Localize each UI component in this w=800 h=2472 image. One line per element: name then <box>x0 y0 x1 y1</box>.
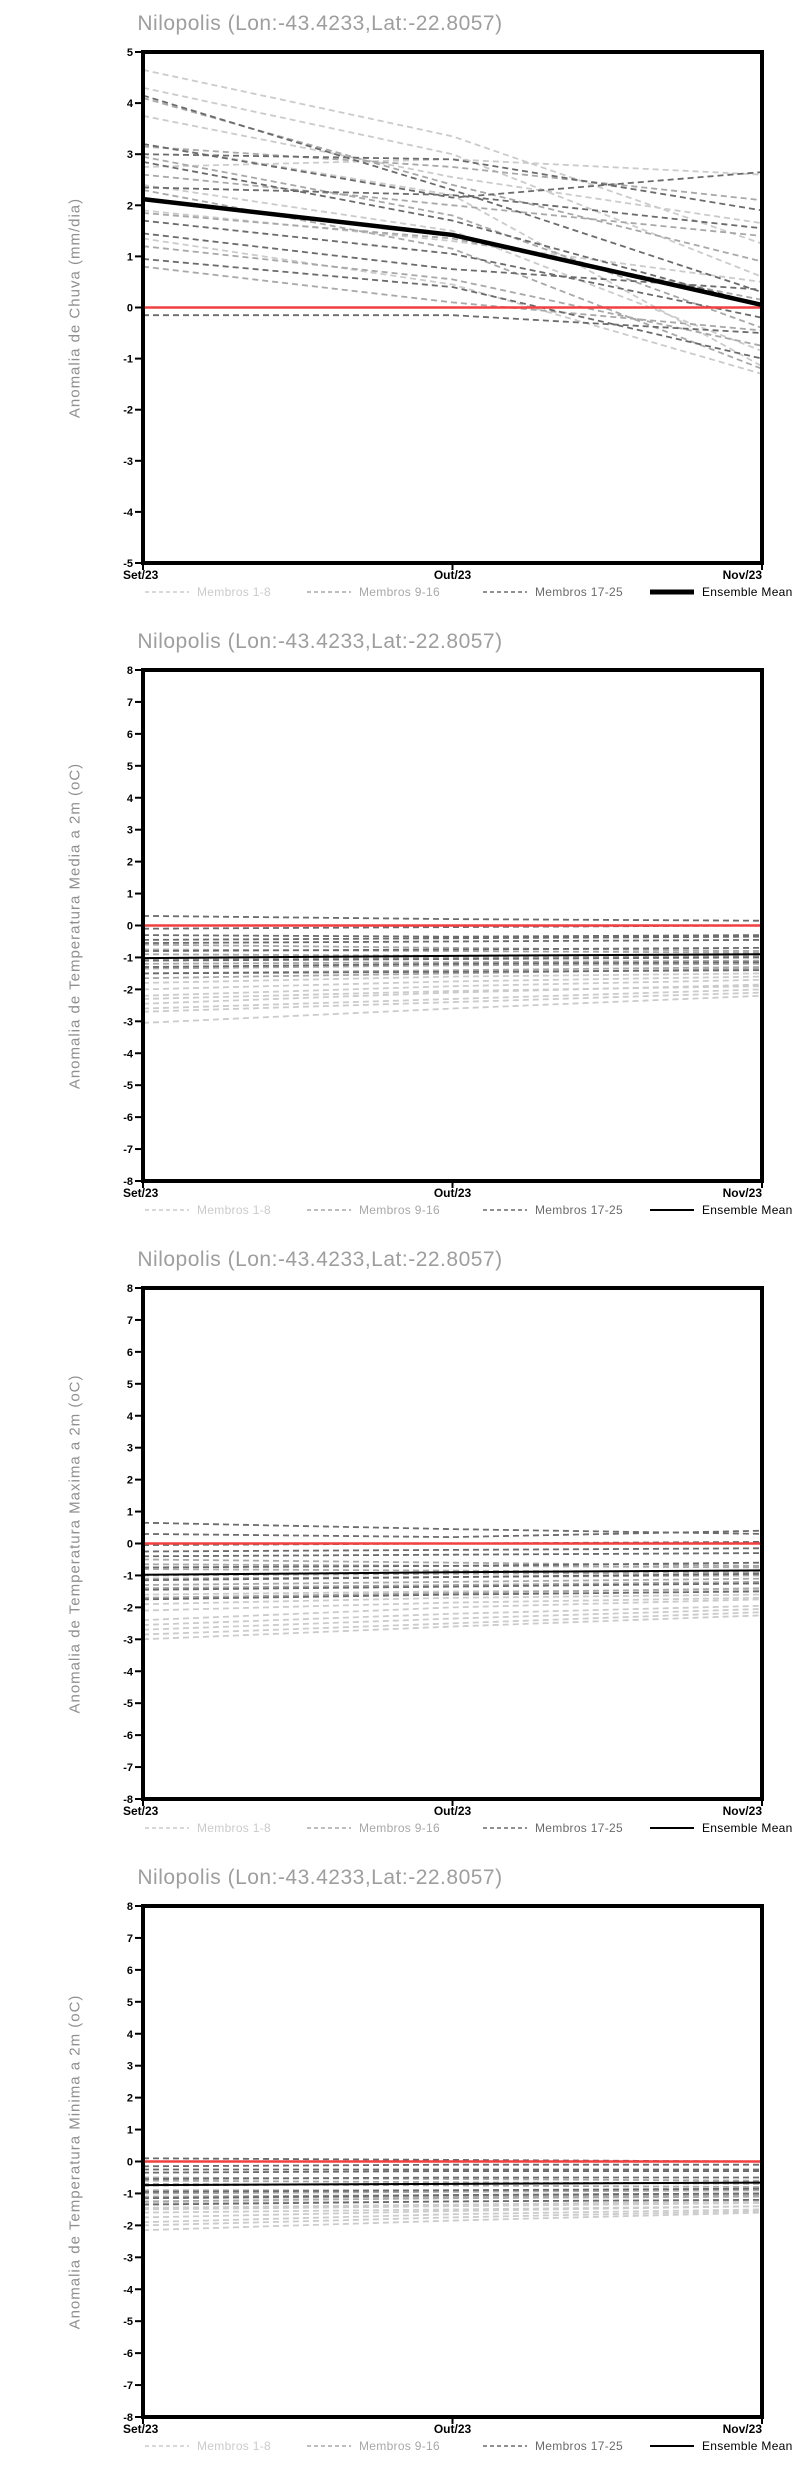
chart-title: Nilopolis (Lon:-43.4233,Lat:-22.8057) <box>137 1866 503 1889</box>
y-axis-label: Anomalia de Temperatura Minima a 2m (oC) <box>66 1994 84 2330</box>
y-tick-label: -8 <box>123 2412 133 2424</box>
y-tick-label: -2 <box>123 984 133 997</box>
y-tick-label: 8 <box>126 1901 133 1913</box>
member-line-dark <box>143 1591 762 1599</box>
x-tick-label: Nov/23 <box>722 2422 762 2436</box>
y-tick-label: 0 <box>126 1538 133 1551</box>
legend-label: Membros 1-8 <box>197 585 271 599</box>
member-line-light <box>143 1590 762 1595</box>
y-tick-label: -5 <box>123 558 133 570</box>
x-tick-label: Set/23 <box>123 568 159 582</box>
chart-panel-min-temp-anomaly <box>0 1854 800 2472</box>
y-tick-label: 5 <box>126 1378 133 1391</box>
x-tick-label: Out/23 <box>433 568 472 582</box>
member-line-light <box>143 973 762 983</box>
y-tick-label: -8 <box>123 1176 133 1188</box>
legend-label: Membros 1-8 <box>197 2439 271 2453</box>
legend-label: Ensemble Mean <box>702 1821 793 1835</box>
x-tick-label: Out/23 <box>433 1186 472 1200</box>
y-tick-label: 4 <box>126 1410 133 1423</box>
y-tick-label: -3 <box>123 455 133 468</box>
member-line-dark <box>143 2165 762 2167</box>
legend-label: Membros 17-25 <box>535 585 623 599</box>
member-line-dark <box>143 1548 762 1551</box>
chart-panel-max-temp-anomaly <box>0 1236 800 1854</box>
x-tick-label: Set/23 <box>123 2422 159 2436</box>
y-tick-label: -1 <box>123 2188 133 2201</box>
legend-label: Membros 9-16 <box>359 2439 440 2453</box>
y-tick-label: 4 <box>126 98 133 111</box>
y-tick-label: -4 <box>123 2284 133 2297</box>
y-tick-label: -8 <box>123 1794 133 1806</box>
y-tick-label: 7 <box>126 696 133 709</box>
member-line-light <box>143 977 762 990</box>
member-line-dark <box>143 2171 762 2173</box>
y-tick-label: 3 <box>126 149 133 162</box>
y-tick-label: 1 <box>126 1506 133 1519</box>
y-tick-label: 1 <box>126 888 133 901</box>
member-line-dark <box>143 937 762 940</box>
y-tick-label: 1 <box>126 251 133 264</box>
member-line-light <box>143 1598 762 1611</box>
member-line-dark <box>143 259 762 359</box>
plot-area <box>0 1236 800 1854</box>
member-line-dark <box>143 916 762 921</box>
y-tick-label: 6 <box>126 728 133 741</box>
member-line-mid <box>143 2193 762 2196</box>
y-tick-label: 4 <box>126 2028 133 2041</box>
chart-title: Nilopolis (Lon:-43.4233,Lat:-22.8057) <box>137 1248 503 1271</box>
member-line-light <box>143 2211 762 2225</box>
y-tick-label: 3 <box>126 2060 133 2073</box>
member-line-dark <box>143 95 762 292</box>
ensemble-mean-line <box>143 2183 762 2186</box>
y-tick-label: -2 <box>123 1602 133 1615</box>
x-tick-label: Out/23 <box>433 2422 472 2436</box>
chart-panel-rain-anomaly <box>0 0 800 618</box>
member-line-dark <box>143 1523 762 1534</box>
y-tick-label: -7 <box>123 1144 133 1157</box>
y-tick-label: -5 <box>123 1698 133 1711</box>
y-tick-label: -6 <box>123 1112 133 1125</box>
y-tick-label: 5 <box>126 760 133 773</box>
y-tick-label: 3 <box>126 824 133 837</box>
member-line-dark <box>143 154 762 210</box>
y-tick-label: 2 <box>126 856 133 869</box>
y-tick-label: 0 <box>126 302 133 315</box>
member-line-light <box>143 1609 762 1630</box>
member-line-dark <box>143 940 762 943</box>
y-tick-label: -5 <box>123 2316 133 2329</box>
y-tick-label: 1 <box>126 2124 133 2137</box>
legend-label: Membros 17-25 <box>535 1821 623 1835</box>
y-axis-label: Anomalia de Temperatura Maxima a 2m (oC) <box>66 1374 84 1714</box>
member-line-dark <box>143 1553 762 1556</box>
y-tick-label: 2 <box>126 200 133 213</box>
ensemble-mean-line <box>143 1570 762 1574</box>
y-tick-label: 2 <box>126 1474 133 1487</box>
y-tick-label: 6 <box>126 1346 133 1359</box>
member-line-dark <box>143 935 762 937</box>
x-tick-label: Nov/23 <box>722 1186 762 1200</box>
y-tick-label: 7 <box>126 1314 133 1327</box>
legend-label: Membros 9-16 <box>359 1821 440 1835</box>
y-tick-label: 8 <box>126 665 133 677</box>
member-line-mid <box>143 1582 762 1588</box>
y-tick-label: -1 <box>123 1570 133 1583</box>
x-tick-label: Set/23 <box>123 1186 159 1200</box>
y-tick-label: 5 <box>126 1996 133 2009</box>
legend-label: Membros 17-25 <box>535 2439 623 2453</box>
chart-title: Nilopolis (Lon:-43.4233,Lat:-22.8057) <box>137 630 503 653</box>
y-tick-label: -1 <box>123 952 133 965</box>
member-line-light <box>143 70 762 244</box>
y-tick-label: 0 <box>126 2156 133 2169</box>
legend-label: Ensemble Mean <box>702 2439 793 2453</box>
chart-panel-mean-temp-anomaly <box>0 618 800 1236</box>
y-tick-label: -7 <box>123 2380 133 2393</box>
y-tick-label: 6 <box>126 1964 133 1977</box>
legend-label: Membros 9-16 <box>359 585 440 599</box>
member-line-dark <box>143 315 762 333</box>
x-tick-label: Set/23 <box>123 1804 159 1818</box>
y-tick-label: -6 <box>123 2348 133 2361</box>
x-tick-label: Nov/23 <box>722 568 762 582</box>
legend-label: Ensemble Mean <box>702 585 793 599</box>
x-tick-label: Out/23 <box>433 1804 472 1818</box>
member-line-dark <box>143 2177 762 2179</box>
y-tick-label: -3 <box>123 1016 133 1029</box>
member-line-light <box>143 239 762 374</box>
legend-label: Ensemble Mean <box>702 1203 793 1217</box>
y-tick-label: 8 <box>126 1283 133 1295</box>
member-line-light <box>143 993 762 1012</box>
y-axis-label: Anomalia de Temperatura Media a 2m (oC) <box>66 762 84 1090</box>
member-line-mid <box>143 175 762 236</box>
y-tick-label: 5 <box>126 47 133 59</box>
plot-area <box>0 0 800 618</box>
y-tick-label: 3 <box>126 1442 133 1455</box>
y-tick-label: -4 <box>123 1048 133 1061</box>
y-tick-label: -2 <box>123 404 133 417</box>
member-line-mid <box>143 147 762 201</box>
y-tick-label: -7 <box>123 1762 133 1775</box>
member-line-mid <box>143 1575 762 1578</box>
legend-label: Membros 17-25 <box>535 1203 623 1217</box>
y-tick-label: -6 <box>123 1730 133 1743</box>
y-tick-label: -3 <box>123 2252 133 2265</box>
y-tick-label: 4 <box>126 792 133 805</box>
y-tick-label: 2 <box>126 2092 133 2105</box>
y-tick-label: -3 <box>123 1634 133 1647</box>
y-tick-label: 0 <box>126 920 133 933</box>
member-line-dark <box>143 1531 762 1537</box>
chart-title: Nilopolis (Lon:-43.4233,Lat:-22.8057) <box>137 12 503 35</box>
y-tick-label: -4 <box>123 506 133 519</box>
plot-area <box>0 618 800 1236</box>
legend-label: Membros 9-16 <box>359 1203 440 1217</box>
y-tick-label: -4 <box>123 1666 133 1679</box>
plot-area <box>0 1854 800 2472</box>
legend-label: Membros 1-8 <box>197 1203 271 1217</box>
y-tick-label: -2 <box>123 2220 133 2233</box>
x-tick-label: Nov/23 <box>722 1804 762 1818</box>
y-tick-label: -1 <box>123 353 133 366</box>
y-tick-label: 7 <box>126 1932 133 1945</box>
member-line-mid <box>143 961 762 964</box>
y-axis-label: Anomalia de Chuva (mm/dia) <box>66 197 84 419</box>
member-line-light <box>143 1615 762 1639</box>
y-tick-label: -5 <box>123 1080 133 1093</box>
legend-label: Membros 1-8 <box>197 1821 271 1835</box>
